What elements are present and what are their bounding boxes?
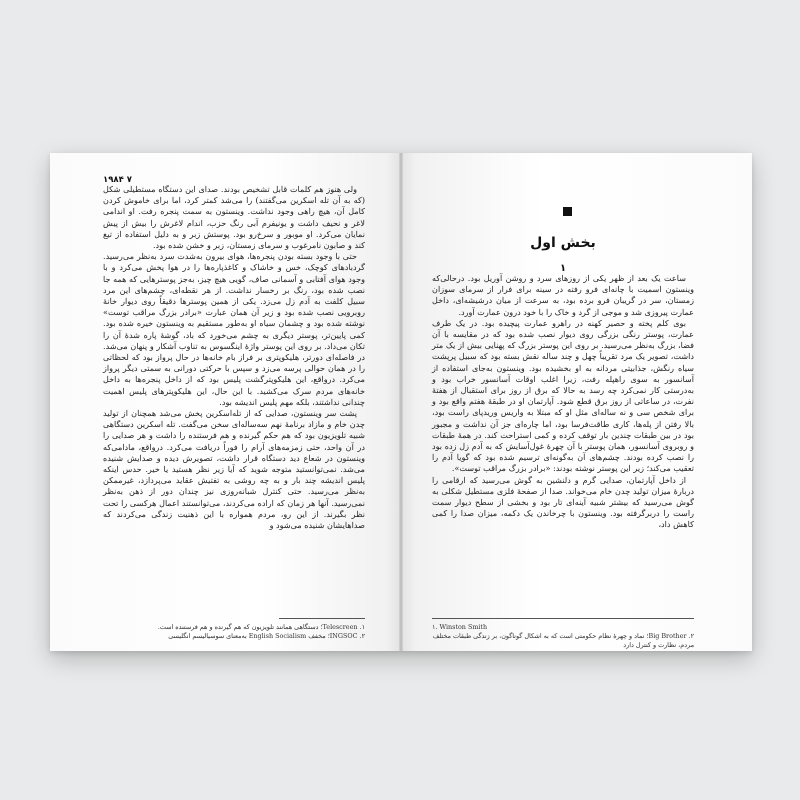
chapter-title: بخش اول <box>530 235 596 251</box>
footnote: ۱. Telescreen؛ دستگاهی همانند تلویزیون که هم گیرنده و هم فرستنده است. <box>157 623 365 631</box>
right-page-body <box>432 273 694 531</box>
paragraph: حتی با وجود بسته بودن پنجره‌ها، هوای بیرون به‌شدت سرد به‌نظر می‌رسید. گردبادهای کوچک، خس و خاشاک و کاغذپاره‌ها را در هوا پخش می‌کرد و با وجود هوای آفتابی و آسمانی صاف، گویی هیچ چیز، به‌جز پوسترهایی که همه جا نصب شده بود، رنگ بر رخسار نداشت. از هر نقطه‌ای، چشم‌های این مرد سبیل کلفت به آدم زل می‌زد. یکی از همین پوسترها دقیقاً روی دیوار خانهٔ روبرویی نصب شده بود و زیر آن همان عبارت «برادر بزرگ مراقب توست» نوشته شده بود و چشمان سیاه او به‌طور مستقیم به وینستون خیره شده بود. کمی پایین‌تر، پوستر دیگری به چشم می‌خورد که باد، گوشهٔ پاره شدهٔ آن را تکان می‌داد. بر روی این پوستر واژهٔ اینگسوس به تناوب آشکار و پنهان می‌شد. در فاصله‌ای دورتر، هلیکوپتری بر فراز بام خانه‌ها در حال پرواز بود که لحظاتی را در همان حوالی پرسه می‌زد و سپس با حرکتی دورانی به سمتی دیگر پرواز می‌کرد. درواقع، این هلیکوپترگشت پلیس بود که از داخل پنجره‌ها به داخل خانه‌های مردم سرک می‌کشید. با این حال، این هلیکوپترهای پلیس اهمیت چندانی نداشتند، بلکه مهم پلیس اندیشه بود. <box>103 251 365 407</box>
paragraph: از داخل آپارتمان، صدایی گرم و دلنشین به گوش می‌رسید که ارقامی را دربارهٔ میزان تولید چدن خام می‌خواند. صدا از صفحهٔ فلزی مستطیل شکلی به گوش می‌رسید که بیشتر شبیه آینه‌ای تار بود و بخشی از سطح دیوار سمت راست را دربرگرفته بود. وینستون با چرخاندن یک دکمه، میزان صدا را کمی کاهش داد، <box>432 474 694 530</box>
book-gutter <box>399 153 403 651</box>
paragraph: ولی هنوز هم کلمات قابل تشخیص بودند. صدای این دستگاه مستطیلی شکل (که به آن تله اسکرین می‌گفتند) را می‌شد کمتر کرد، اما برای خاموش کردن کامل آن، هیچ راهی وجود نداشت. وینستون به سمت پنجره رفت. او اندامی لاغر و نحیف داشت و یونیفرم آبی رنگ حزب، اندام لاغرش را بیش از پیش نمایان می‌کرد. او موبور و سرخ‌رو بود. پوستش زبر و به دلیل استفاده از تیغ کند و صابون نامرغوب و سرمای زمستان، زبر و خشن شده بود. <box>103 184 365 251</box>
footnote: ۲. INGSOC؛ مخفف English Socialism به‌معنای سوسیالیسم انگلیسی <box>168 632 365 640</box>
right-footnotes <box>432 623 694 650</box>
footnote-rule <box>279 618 365 619</box>
footnote-rule <box>432 618 694 619</box>
chapter-number: ۱ <box>559 263 567 274</box>
running-head: ۷ ۱۹۸۴ <box>103 175 132 185</box>
chapter-ornament-icon <box>563 207 572 216</box>
left-page-body <box>103 184 365 531</box>
paragraph: ساعت یک بعد از ظهر یکی از روزهای سرد و روشن آوریل بود. درحالی‌که وینستون اسمیت با چانه‌ای فرو رفته در سینه برای فرار از سرمای سوزان زمستان، سر در گریبان فرو برده بود، به سرعت از میان درشیشه‌ای، داخل عمارت پیروزی شد و موجی از گرد و خاک را با خود درون عمارت آورد. <box>432 273 694 317</box>
left-page <box>50 153 401 651</box>
right-page <box>401 153 752 651</box>
book-spread <box>50 153 752 651</box>
paragraph: پشت سر وینستون، صدایی که از تله‌اسکرین پخش می‌شد همچنان از تولید چدن خام و مازاد برنامهٔ نهم سه‌ساله‌ای سخن می‌گفت. تله اسکرین دستگاهی شبیه تلویزیون بود که هم حکم گیرنده و هم فرستنده را داشت و هر صدایی را در آن واحد، حتی زمزمه‌های آرام را فوراً دریافت می‌کرد. درواقع، مادامی‌که وینستون در شعاع دید دستگاه قرار داشت، تصویرش دیده و صدایش شنیده می‌شد. نمی‌توانستید متوجه شوید که آیا زیر نظر هستید یا خیر. حدس اینکه پلیس اندیشه چند بار و به چه روشی به تفتیش عقاید می‌پردازد، غیرممکن به‌نظر می‌رسید. حتی کنترل شبانه‌روزی نیز چندان دور از ذهن به‌نظر نمی‌رسید. آنها هر زمان که اراده می‌کردند، می‌توانستند اعمال هرکسی را تحت نظر بگیرند. از این رو، مردم همواره با این ذهنیت زندگی می‌کردند که صداهایشان شنیده می‌شود و <box>103 408 365 531</box>
paragraph: بوی کلم پخته و حصیر کهنه در راهرو عمارت پیچیده بود. در یک طرف عمارت، پوستر رنگی بزرگی روی دیوار نصب شده بود که در مقایسه با آن فضا، بزرگ به‌نظر می‌رسید. بر روی این پوستر بزرگ که پهنایی بیش از یک متر داشت، تصویر یک مرد تقریباً چهل و چند ساله نقش بسته بود که سبیل پرپشت سیاه رنگش، جذابیتی مردانه به او بخشیده بود. وینستون به‌جای استفاده از آسانسور به سوی راهپله رفت، زیرا اغلب اوقات آسانسور خراب بود و به‌درستی کار نمی‌کرد چه رسد به حالا که برق از روز برای استقبال از هفتهٔ نفرت، در ساعاتی از روز برق قطع شود. آپارتمان او در طبقهٔ هفتم واقع بود و برای شخص سی و نه ساله‌ای مثل او که مبتلا به واریس وریدپای راست بود، بالا رفتن از پله‌ها، کاری طاقت‌فرسا بود، اما چاره‌ای جز آن نداشت و مجبور بود در بین طبقات چندین بار توقف کرده و کمی استراحت کند. در همهٔ طبقات و روبروی آسانسور، همان پوستر با آن چهرهٔ غول‌آسایش که به آدم زل زده بود را نصب کرده بودند. چشم‌های آن به‌گونه‌ای ترسیم شده بود که گویا آدم را تعقیب می‌کند؛ زیر این پوستر نوشته بودند: «برادر بزرگ مراقب توست». <box>432 317 694 474</box>
left-footnotes <box>103 623 365 641</box>
footnote: ۲. Big Brother؛ نماد و چهرهٔ نظام حکومتی است که به اشکال گوناگون، بر زندگی طبقات مختلف مردم، نظارت و کنترل دارد <box>432 632 694 649</box>
footnote: ۱. Winston Smith <box>432 623 488 631</box>
